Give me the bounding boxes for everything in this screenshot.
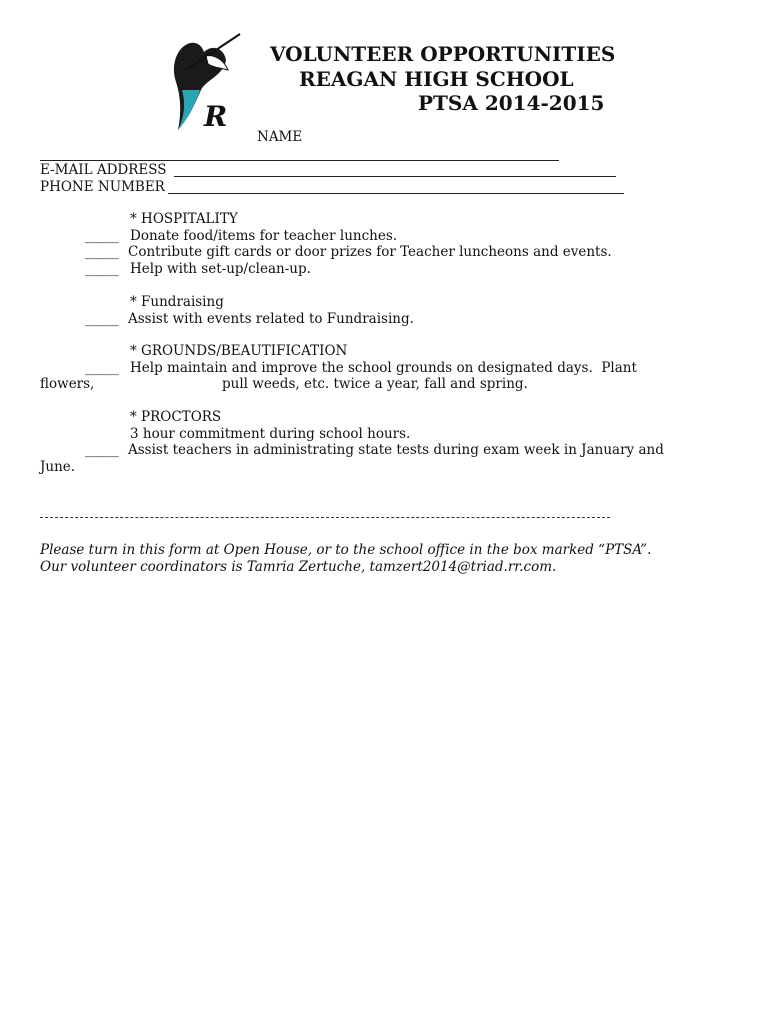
title-line-1: VOLUNTEER OPPORTUNITIES bbox=[270, 42, 616, 66]
hospitality-item: Donate food/items for teacher lunches. bbox=[130, 228, 398, 244]
dashed-divider bbox=[40, 517, 610, 518]
grounds-item-wrap-b: pull weeds, etc. twice a year, fall and spring. bbox=[222, 376, 528, 392]
fundraising-heading: * Fundraising bbox=[130, 294, 224, 310]
proctors-heading: * PROCTORS bbox=[130, 409, 222, 425]
title-line-3: PTSA 2014-2015 bbox=[418, 91, 605, 115]
logo-letter: R bbox=[204, 100, 228, 133]
name-field[interactable] bbox=[40, 160, 559, 161]
footer-coordinator: Our volunteer coordinators is Tamria Zertuche, tamzert2014@triad.rr.com. bbox=[40, 559, 557, 575]
proctors-item-line-1: Assist teachers in administrating state tests during exam week in January and bbox=[128, 442, 664, 458]
email-field[interactable] bbox=[174, 176, 616, 177]
hospitality-heading: * HOSPITALITY bbox=[130, 211, 238, 227]
checkbox-blank[interactable]: _____ bbox=[85, 228, 119, 244]
grounds-item-wrap-a: flowers, bbox=[40, 376, 95, 392]
footer-instructions: Please turn in this form at Open House, or to the school office in the box marked “PTSA”. bbox=[40, 542, 652, 558]
grounds-heading: * GROUNDS/BEAUTIFICATION bbox=[130, 343, 348, 359]
email-label: E-MAIL ADDRESS bbox=[40, 162, 167, 178]
phone-label: PHONE NUMBER bbox=[40, 179, 165, 195]
school-logo bbox=[166, 30, 246, 134]
proctors-note: 3 hour commitment during school hours. bbox=[130, 426, 411, 442]
hospitality-item: Help with set-up/clean-up. bbox=[130, 261, 311, 277]
phone-field[interactable] bbox=[168, 193, 624, 194]
fundraising-item: Assist with events related to Fundraising. bbox=[128, 311, 414, 327]
checkbox-blank[interactable]: _____ bbox=[85, 261, 119, 277]
checkbox-blank[interactable]: _____ bbox=[85, 442, 119, 458]
proctors-item-wrap: June. bbox=[40, 459, 76, 475]
checkbox-blank[interactable]: _____ bbox=[85, 311, 119, 327]
checkbox-blank[interactable]: _____ bbox=[85, 244, 119, 260]
hospitality-item: Contribute gift cards or door prizes for Teacher luncheons and events. bbox=[128, 244, 612, 260]
checkbox-blank[interactable]: _____ bbox=[85, 360, 119, 376]
title-line-2: REAGAN HIGH SCHOOL bbox=[299, 67, 574, 91]
name-label: NAME bbox=[257, 129, 303, 145]
grounds-item-line-1: Help maintain and improve the school grounds on designated days. Plant bbox=[130, 360, 637, 376]
